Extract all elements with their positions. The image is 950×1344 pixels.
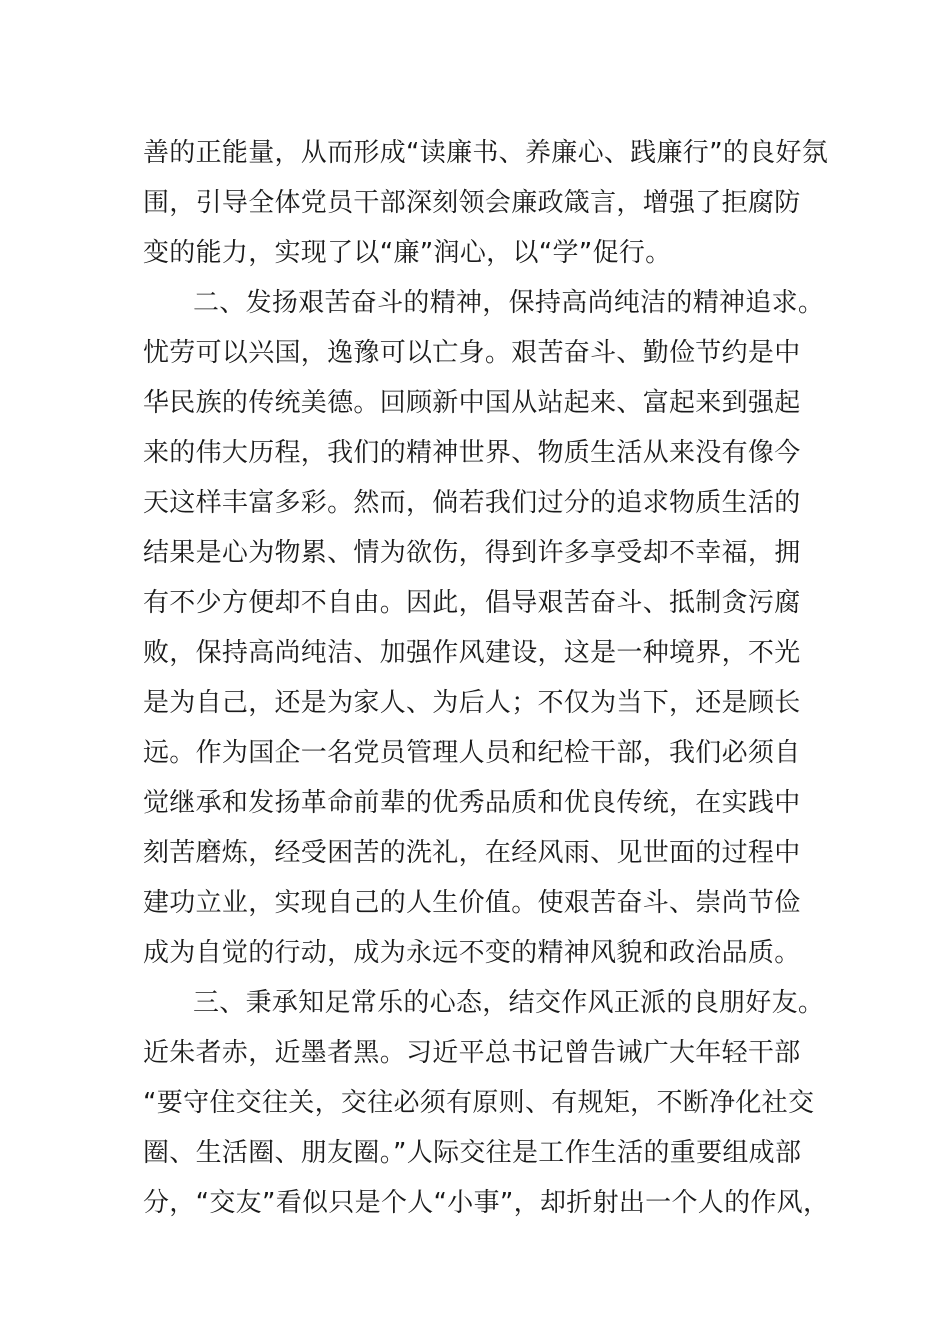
text-line: 圈、生活圈、朋友圈。”人际交往是工作生活的重要组成部 bbox=[143, 1138, 802, 1168]
text-line: 建功立业，实现自己的人生价值。使艰苦奋斗、崇尚节俭 bbox=[143, 888, 801, 918]
text-line: 刻苦磨炼，经受困苦的洗礼，在经风雨、见世面的过程中 bbox=[143, 838, 801, 868]
text-line: 变的能力，实现了以“廉”润心，以“学”促行。 bbox=[143, 238, 672, 268]
text-line: 败，保持高尚纯洁、加强作风建设，这是一种境界，不光 bbox=[143, 638, 801, 668]
text-line: 天这样丰富多彩。然而，倘若我们过分的追求物质生活的 bbox=[143, 488, 801, 518]
text-line: 近朱者赤，近墨者黑。习近平总书记曾告诫广大年轻干部 bbox=[143, 1038, 801, 1068]
text-line: 华民族的传统美德。回顾新中国从站起来、富起来到强起 bbox=[143, 388, 801, 418]
body-text bbox=[143, 128, 843, 1228]
text-line: “要守住交往关，交往必须有原则、有规矩，不断净化社交 bbox=[143, 1088, 815, 1118]
section-heading-2: 二、发扬艰苦奋斗的精神，保持高尚纯洁的精神追求。 bbox=[193, 288, 825, 318]
section-heading-3: 三、秉承知足常乐的心态，结交作风正派的良朋好友。 bbox=[193, 988, 825, 1018]
text-line: 是为自己，还是为家人、为后人；不仅为当下，还是顾长 bbox=[143, 688, 801, 718]
text-line: 成为自觉的行动，成为永远不变的精神风貌和政治品质。 bbox=[143, 938, 801, 968]
text-line: 觉继承和发扬革命前辈的优秀品质和优良传统，在实践中 bbox=[143, 788, 801, 818]
text-line: 分，“交友”看似只是个人“小事”，却折射出一个人的作风， bbox=[143, 1188, 830, 1218]
text-line: 来的伟大历程，我们的精神世界、物质生活从来没有像今 bbox=[143, 438, 801, 468]
text-line: 结果是心为物累、情为欲伤，得到许多享受却不幸福，拥 bbox=[143, 538, 801, 568]
text-line: 围，引导全体党员干部深刻领会廉政箴言，增强了拒腐防 bbox=[143, 188, 801, 218]
text-line: 忧劳可以兴国，逸豫可以亡身。艰苦奋斗、勤俭节约是中 bbox=[143, 338, 801, 368]
text-line: 远。作为国企一名党员管理人员和纪检干部，我们必须自 bbox=[143, 738, 801, 768]
text-line: 有不少方便却不自由。因此，倡导艰苦奋斗、抵制贪污腐 bbox=[143, 588, 801, 618]
text-line: 善的正能量，从而形成“读廉书、养廉心、践廉行”的良好氛 bbox=[143, 138, 829, 168]
